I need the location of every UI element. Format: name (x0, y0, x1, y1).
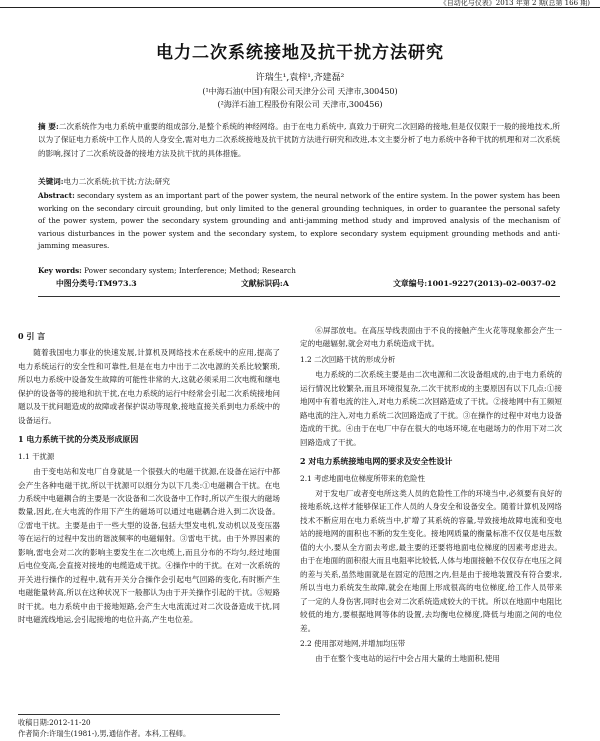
subsection-1-2-paragraph: 电力系统的二次系统主要是由二次电源和二次设备组成的,由于电力系统的运行情况比较繁杂,而且环境很复杂,二次干扰形成的主要原因有以下几点:①接地网中有着电流的注入,对电力系统二次回路造成了干扰。②接地网中有工频短路电流的注入,对电力系统二次回路造成了干扰。③在操作的过程中对电力设备造成的干扰。④由于在电厂中存在很大的电场环境,在电磁场力的作用下对二次回路造成了干扰。 (300, 370, 562, 447)
section-divider (38, 296, 560, 297)
section-1-paragraph: 由于变电站和发电厂自身就是一个很强大的电磁干扰源,在设备在运行中都会产生各种电磁干扰,所以干扰源可以细分为以下几类:①电磁耦合干扰。在电力系统中电磁耦合的主要是一次设备和二次设备中工作时,所以产生很大的磁场数量,因此,在大电流的作用下产生的磁场可以通过电磁耦合进入到二次设备。②雷电干扰。主要是由于一些大型的设备,包括大型发电机,发动机以及变压器等在运行的过程中发出的谐波频率的电磁辐射。③雷电干扰。由于外界因素的影响,雷电会对二次的影响主要发生在二次电缆上,而且分布的不均匀,经过地面后电位变高,会直接对接地的电缆造成干扰。④操作中的干扰。在对一次系统的开关进行操作的过程中,就有开关分合操作会引起电气回路的变化,有时断产生电磁能量转高,所以在这种状况下一般都认为由于开关操作引起的干扰。⑤短路时干扰。电力系统中由于接地短路,会产生大电流流过对二次设备造成干扰,同时电磁流线地运,会引起接地的电位升高,产生电位差。 (18, 467, 280, 625)
subsection-2-2-paragraph: 由于在整个变电站的运行中会占用大量的土地面积,使用 (315, 654, 500, 664)
abstract-cn-label: 摘 要: (38, 122, 59, 131)
affiliation-1: (¹中海石油(中国)有限公司天津分公司 天津市,300450) (202, 87, 398, 96)
abstract-cn (38, 120, 560, 160)
abstract-cn-text: 二次系统作为电力系统中重要的组成部分,是整个系统的神经网络。由于在电力系统中, 真致力于研究二次回路的接地,但是仅仅限于一般的接地技术,所以为了保证电力系统中工作人员的人身安全,需对电力二次系统接地及抗干扰防方法进行研究和改进,本文主要分析了电力系统中各种干扰的机理和对二次系统的影响,探讨了二次系统设备的接地方法及抗干扰的具体措施。 (38, 122, 561, 158)
author-list: 许瑞生¹,袁梓¹,齐建磊² (255, 73, 345, 83)
abstract-en (38, 190, 560, 253)
affiliation-2: (²海洋石油工程股份有限公司 天津市,300456) (217, 100, 383, 109)
subsection-2-1-paragraph: 对于发电厂或者变电所这类人员的危险性工作的环境当中,必须要有良好的接地系统,这样才能够保证工作人员的人身安全和设备安全。随着计算机及网络技术不断应用在电力系统当中,扩增了其系统的容量,导致接地故障电流和变电站的接地网的面积也不断的发生变化。接地网质量的衡量标准不仅仅是电压数值的大小,要从全方面去考虑,最主要的还要将地面电位梯度的因素考虑进去。由于在地面的面积很大而且电阻率比较低,人体与地面接触不仅仅存在电压之间的差与关系,虽然地面就是在固定的范围之内,但是由于接地装置没有符合要求,所以当电力系统发生故障,就会在地面上形成很高的电位梯度,给工作人员带来了一定的人身伤害,同时也会对二次系统造成较大的干扰。所以在地面中电阻比较低的地方,要根据地网等体的设置,去均衡电位梯度,降低与地面之间的电位差。 (300, 488, 562, 633)
right-top-paragraph: ⑥屏部放电。在高压导线表面由于不良的接触产生火花等现象都会产生一定的电磁辐射,就会对电力系统造成干扰。 (300, 326, 562, 349)
keywords-en-label: Key words: (38, 266, 82, 275)
classification-row (56, 278, 556, 289)
keywords-cn (38, 175, 560, 188)
received-date: 收稿日期:2012-11-20 (18, 718, 91, 727)
paper-title: 电力二次系统接地及抗干扰方法研究 (156, 43, 444, 63)
subsection-1-1: 1.1 干扰源 (18, 451, 55, 461)
abstract-en-label: Abstract: (38, 191, 75, 200)
section-2-title: 2 对电力系统接地电网的要求及安全性设计 (300, 456, 453, 467)
keywords-cn-label: 关键词: (38, 177, 64, 186)
article-number: 文章编号:1001-9227(2013)-02-0037-02 (393, 279, 556, 288)
journal-header: 《自动化与仪表》2013 年第 2 期(总第 166 期) (0, 0, 600, 8)
keywords-en (38, 264, 560, 277)
subsection-2-2: 2.2 使用部对地网,并增加均压带 (300, 638, 406, 648)
section-0-title: 0 引 言 (18, 331, 46, 341)
abstract-en-text: secondary system as an important part of the power system, the neural network of the entire system. In the power system has been working on the secondary circuit grounding, but only limited to the general grounding techniques, in order to guarantee the personal safety of the power system, power the secondary system grounding and anti-jamming method study and improved analysis of the mechanism of various disturbances in the power system and the secondary system, to explore secondary system equipment grounding methods and anti-jamming measures. (38, 191, 560, 251)
clc-number: 中图分类号:TM973.3 (56, 279, 137, 288)
left-column (18, 324, 280, 627)
section-0-paragraph: 随着我国电力事业的快速发展,计算机及网络技术在系统中的应用,提高了电力系统运行的安全性和可靠性,但是在电力中出于二次电源的关系比较繁琐,所以电力系统中设备发生故障的可能性非常的大,这就必须采用二次电缆和继电保护的设备等的接地和抗干扰,在电力系统的运行中经常会引起二次系统接地问题以及干扰问题造成的故障或者保护误动等现象,接地直接关系到电力系统中的设备运行。 (18, 348, 280, 425)
section-1-title: 1 电力系统干扰的分类及形成原因 (18, 434, 139, 445)
author-bio: 作者简介:许瑞生(1981-),男,通信作者。本科,工程师。 (18, 729, 191, 738)
keywords-en-text: Power secondary system; Interference; Method; Research (84, 266, 296, 275)
keywords-cn-text: 电力二次系统;抗干扰;方法;研究 (63, 177, 170, 186)
subsection-2-1: 2.1 考虑地面电位梯度所带来的危险性 (300, 473, 425, 483)
subsection-1-2: 1.2 二次回路干扰的形成分析 (300, 354, 396, 364)
footnote (18, 714, 280, 739)
right-column (300, 324, 562, 666)
document-code: 文献标识码:A (240, 279, 289, 288)
